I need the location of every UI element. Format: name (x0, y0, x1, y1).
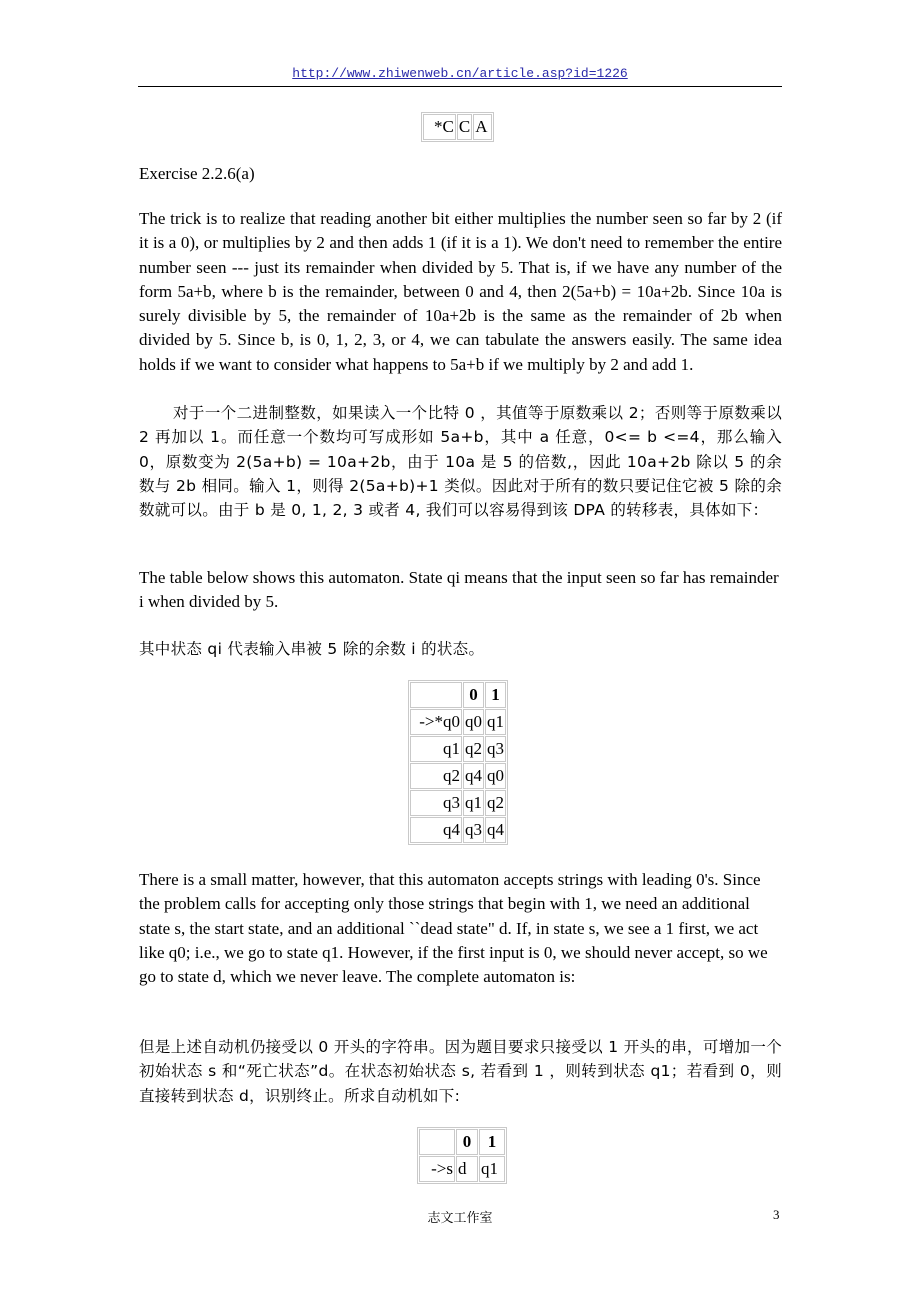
table-cell: C (457, 114, 472, 140)
table-cell: q0 (463, 709, 484, 735)
table-cell: d (456, 1156, 478, 1182)
table-cell: q0 (485, 763, 506, 789)
transition-table-complete (417, 1127, 507, 1184)
table-header-cell: 0 (456, 1129, 478, 1155)
table-header-row (410, 682, 506, 708)
transition-table-dfa (408, 680, 508, 845)
table-cell: q4 (485, 817, 506, 843)
table-cell: q2 (463, 736, 484, 762)
table-cell: q4 (410, 817, 462, 843)
table-cell: A (473, 114, 492, 140)
table-cell: *C (423, 114, 456, 140)
table-header-cell: 1 (479, 1129, 505, 1155)
table-row (410, 736, 506, 762)
table-header-cell: 1 (485, 682, 506, 708)
table-row (410, 790, 506, 816)
paragraph-en-2: The table below shows this automaton. State qi means that the input seen so far has remainder i when divided by 5. (139, 568, 779, 612)
table-cell: q2 (485, 790, 506, 816)
table-row (410, 763, 506, 789)
table-row (423, 114, 492, 140)
header-divider (138, 86, 782, 87)
table-header-row (419, 1129, 505, 1155)
header-url-link[interactable]: http://www.zhiwenweb.cn/article.asp?id=1226 (292, 66, 628, 81)
table-cell: q3 (463, 817, 484, 843)
table-row (419, 1156, 505, 1182)
table-cell: q1 (479, 1156, 505, 1182)
table-header-cell: 0 (463, 682, 484, 708)
table-cell: q1 (485, 709, 506, 735)
table-row (410, 709, 506, 735)
paragraph-en-1: The trick is to realize that reading another bit either multiplies the number seen so far by 2 (if it is a 0), or multiplies by 2 and then adds 1 (if it is a 1). We don't need to remember the entire number seen --- just its remainder when divided by 5. That is, if we have any number of the form 5a+b, where b is the remainder, between 0 and 4, then 2(5a+b) = 10a+2b. Since 10a is surely divisible by 5, the remainder of 10a+2b is the same as the remainder of 2b when divided by 5. Since b, is 0, 1, 2, 3, or 4, we can tabulate the answers easily. The same idea holds if we want to consider what happens to 5a+b if we multiply by 2 and add 1. (139, 209, 782, 374)
paragraph-cn-2: 其中状态 qi 代表输入串被 5 除的余数 i 的状态。 (139, 640, 485, 658)
exercise-title: Exercise 2.2.6(a) (139, 164, 255, 183)
table-header-cell (419, 1129, 455, 1155)
paragraph-en-3: There is a small matter, however, that this automaton accepts strings with leading 0's. Since the problem calls for accepting only those strings that begin with 1, we need an additional state s, the start state, and an additional ``dead state" d. If, in state s, we see a 1 first, we act like q0; i.e., we go to state q1. However, if the first input is 0, we should never accept, so we go to state d, which we never leave. The complete automaton is: (139, 870, 768, 987)
paragraph-cn-3: 但是上述自动机仍接受以 0 开头的字符串。因为题目要求只接受以 1 开头的串，可增加一个初始状态 s 和“死亡状态”d。在状态初始状态 s, 若看到 1 ，则转到状态 q1；若看到 0，则直接转到状态 d，识别终止。所求自动机如下: (139, 1038, 782, 1105)
table-cell: q4 (463, 763, 484, 789)
footer-studio-name: 志文工作室 (427, 1211, 493, 1226)
table-row (410, 817, 506, 843)
table-cell: q1 (463, 790, 484, 816)
table-header-cell (410, 682, 462, 708)
paragraph-cn-1: 对于一个二进制整数，如果读入一个比特 0 ，其值等于原数乘以 2；否则等于原数乘以 2 再加以 1。而任意一个数均可写成形如 5a+b，其中 a 任意，0<= b <=4，那么输入 0，原数变为 2(5a+b) = 10a+2b，由于 10a 是 5 的倍数,，因此 10a+2b 除以 5 的余数与 2b 相同。输入 1，则得 2(5a+b)+1 类似。因此对于所有的数只要记住它被 5 除的余数就可以。由于 b 是 0, 1, 2, 3 或者 4, 我们可以容易得到该 DPA 的转移表，具体如下： (139, 404, 782, 520)
table-cell: q3 (410, 790, 462, 816)
table-cell: q3 (485, 736, 506, 762)
table-cell: ->*q0 (410, 709, 462, 735)
table-cell: q1 (410, 736, 462, 762)
table-cell: ->s (419, 1156, 455, 1182)
top-table (421, 112, 494, 142)
table-cell: q2 (410, 763, 462, 789)
footer-page-number: 3 (773, 1207, 780, 1222)
